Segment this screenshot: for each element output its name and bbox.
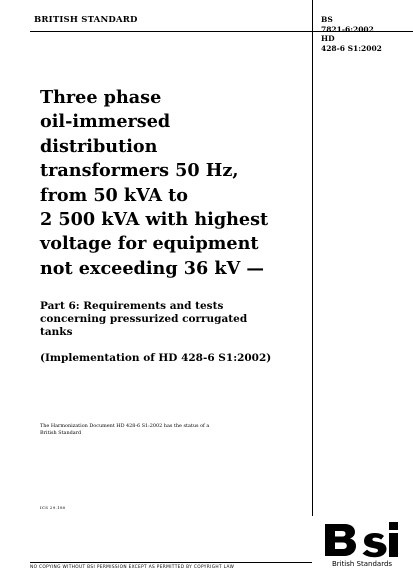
standard-number: 7821-6:2002 <box>321 24 374 34</box>
harmonization-line: British Standard <box>40 429 82 436</box>
title-line: distribution <box>40 135 158 157</box>
document-title <box>40 86 310 281</box>
part-title-line: Part 6: Requirements and tests <box>40 300 224 312</box>
title-line: 2 500 kVA with highest <box>40 209 269 231</box>
bsi-logo-icon <box>322 522 402 558</box>
title-line: not exceeding 36 kV — <box>40 257 264 279</box>
right-column-rule <box>312 0 313 516</box>
footer-rule <box>30 562 312 563</box>
title-line: Three phase <box>40 87 162 108</box>
title-line: from 50 kVA to <box>40 184 189 206</box>
implementation-note: (Implementation of HD 428-6 S1:2002) <box>40 352 272 364</box>
standard-number-block <box>321 15 405 53</box>
part-title <box>40 300 310 339</box>
title-line: oil-immersed <box>40 111 171 133</box>
standard-type-label: BRITISH STANDARD <box>34 15 138 25</box>
hd-number: 428-6 S1:2002 <box>321 43 382 53</box>
standard-prefix: BS <box>321 15 333 24</box>
part-title-line: concerning pressurized corrugated <box>40 313 248 325</box>
title-line: transformers 50 Hz, <box>40 160 239 182</box>
bsi-logo-caption: British Standards <box>331 560 393 568</box>
harmonization-statement <box>40 423 270 437</box>
bsi-logo <box>322 522 402 570</box>
copyright-notice: NO COPYING WITHOUT BSI PERMISSION EXCEPT AS PERMITTED BY COPYRIGHT LAW <box>30 565 235 570</box>
harmonization-line: The Harmonization Document HD 428-6 S1:2002 has the status of a <box>40 423 210 429</box>
hd-prefix: HD <box>321 34 335 43</box>
title-line: voltage for equipment <box>40 233 259 255</box>
part-title-line: tanks <box>40 326 73 338</box>
ics-code: ICS 29.180 <box>40 505 66 510</box>
